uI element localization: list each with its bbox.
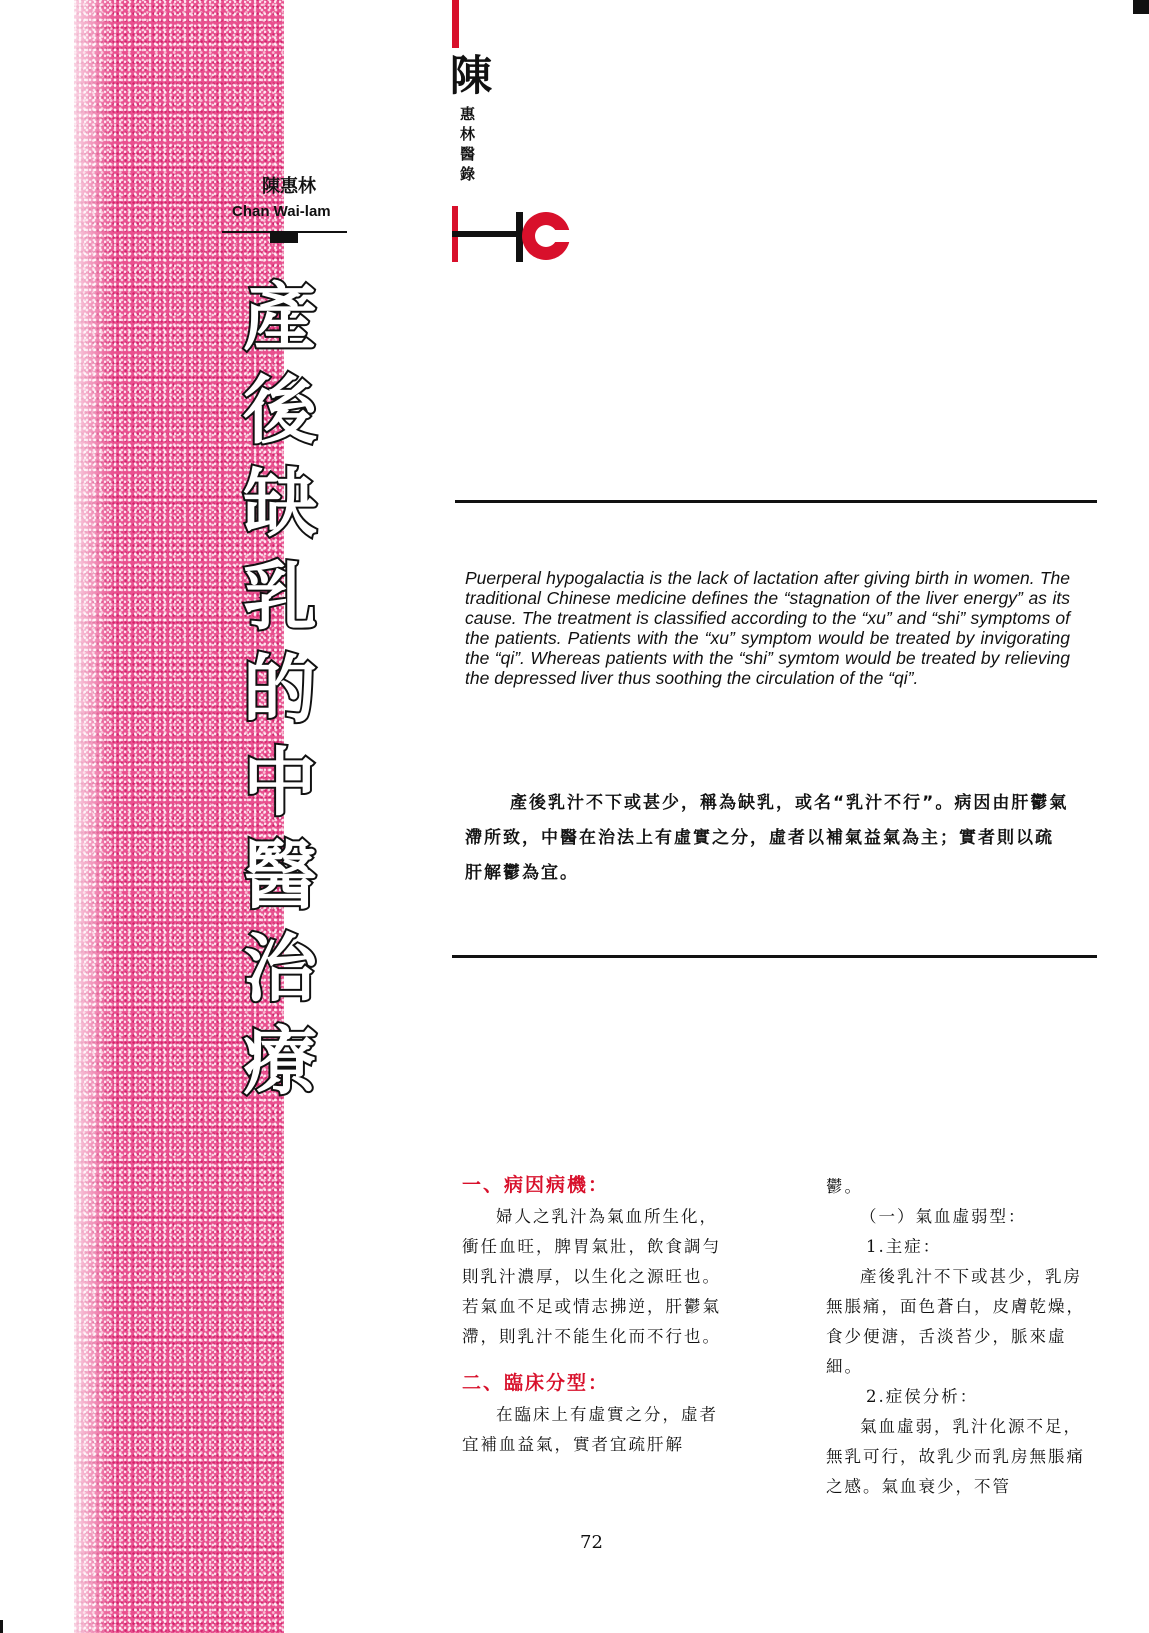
section-heading-causes: 一、病因病機： — [462, 1174, 610, 1196]
section-heading-types: 二、臨床分型： — [462, 1372, 610, 1394]
logo-top-bar — [452, 0, 459, 48]
logo-sub-char: 林 — [460, 125, 476, 143]
author-name-english: Chan Wai-lam — [232, 203, 331, 220]
hc-logo-icon — [450, 204, 575, 264]
subsection-type-1: （一）氣血虛弱型： — [860, 1207, 1027, 1226]
english-abstract: Puerperal hypogalactia is the lack of lactation after giving birth in women. The traditional Chinese medicine defines the “stagnation of the liver energy” as its cause. The treatment is classified according to the “xu” and “shi” symptoms of the patients. Patients with the “xu” symptom would be treated by invigorating the “qi”. Whereas patients with the “shi” symtom would be treated by relieving the depressed liver thus soothing the circulation of the “qi”. — [465, 568, 1070, 688]
divider-bottom — [452, 955, 1097, 958]
item-main-symptoms: 1.主症： — [866, 1237, 942, 1256]
corner-mark — [1133, 0, 1149, 14]
body-column-right — [826, 1172, 1094, 1502]
title-char: 療 — [243, 1019, 317, 1105]
title-char: 缺 — [243, 461, 317, 547]
title-char: 醫 — [243, 833, 317, 919]
author-rule-block — [270, 231, 298, 243]
edge-tick — [0, 1620, 3, 1633]
article-title — [230, 272, 330, 1109]
paragraph-types: 在臨床上有虛實之分，虛者宜補血益氣，實者宜疏肝解 — [462, 1405, 718, 1454]
paragraph-causes: 婦人之乳汁為氣血所生化，衝任血旺，脾胃氣壯，飲食調勻則乳汁濃厚，以生化之源旺也。若氣血不足或情志拂逆，肝鬱氣滯，則乳汁不能生化而不行也。 — [462, 1207, 721, 1346]
body-column-left — [462, 1168, 730, 1460]
title-char: 產 — [243, 275, 317, 361]
title-char: 治 — [243, 926, 317, 1012]
title-char: 後 — [243, 368, 317, 454]
title-char: 中 — [243, 740, 317, 826]
continued-text: 鬱。 — [826, 1177, 863, 1196]
logo-sub-char: 惠 — [460, 105, 476, 123]
logo-name: 陳 — [450, 51, 493, 100]
paragraph-symptoms: 產後乳汁不下或甚少，乳房無脹痛，面色蒼白，皮膚乾燥，食少便溏，舌淡苔少，脈來虛細。 — [826, 1267, 1085, 1376]
divider-top — [455, 500, 1097, 503]
title-char: 乳 — [243, 554, 317, 640]
logo-sub-char: 錄 — [460, 165, 476, 183]
logo-sub-char: 醫 — [460, 145, 476, 163]
band-fade — [74, 0, 114, 1633]
author-name-chinese: 陳惠林 — [262, 176, 316, 197]
logo-subtitle — [460, 104, 480, 184]
item-analysis: 2.症侯分析： — [866, 1387, 979, 1406]
chinese-summary — [465, 786, 1070, 891]
title-char: 的 — [243, 647, 317, 733]
summary-text: 產後乳汁不下或甚少，稱為缺乳，或名“乳汁不行”。病因由肝鬱氣滯所致，中醫在治法上有虛實之分，虛者以補氣益氣為主；實者則以疏肝解鬱為宜。 — [465, 793, 1069, 883]
paragraph-analysis: 氣血虛弱，乳汁化源不足，無乳可行，故乳少而乳房無脹痛之感。氣血衰少，不管 — [826, 1417, 1085, 1496]
page-number: 72 — [580, 1532, 603, 1553]
